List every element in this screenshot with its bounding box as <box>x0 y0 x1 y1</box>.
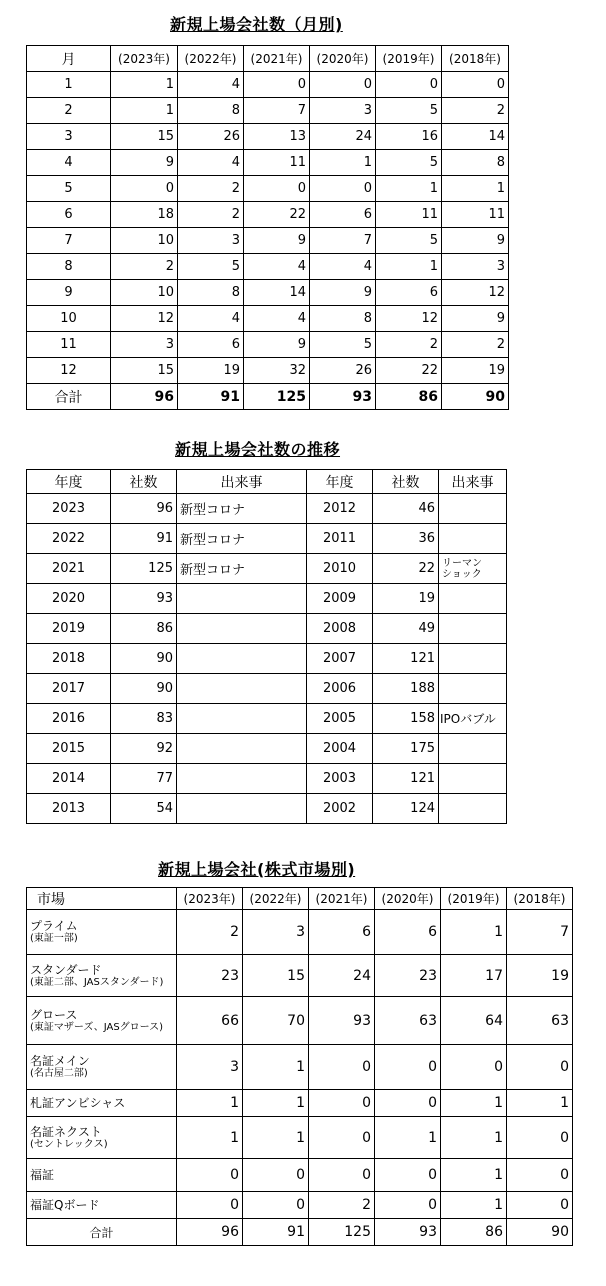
count-cell: 93 <box>111 584 177 614</box>
year-cell: 2003 <box>307 764 373 794</box>
column-header: (2021年) <box>244 46 310 72</box>
count-cell: 1 <box>441 1117 507 1159</box>
count-cell: 1 <box>243 1045 309 1090</box>
total-cell: 90 <box>507 1219 573 1246</box>
count-cell: 0 <box>244 176 310 202</box>
event-cell <box>439 734 507 764</box>
month-cell: 1 <box>27 72 111 98</box>
market-cell <box>27 910 177 955</box>
table-row <box>27 176 509 202</box>
count-cell: 3 <box>177 1045 243 1090</box>
count-cell: 3 <box>310 98 376 124</box>
month-cell: 4 <box>27 150 111 176</box>
market-title: 新規上場会社(株式市場別) <box>158 860 356 879</box>
month-cell: 3 <box>27 124 111 150</box>
count-cell: 125 <box>111 554 177 584</box>
event-cell <box>177 704 307 734</box>
count-cell: 54 <box>111 794 177 824</box>
count-cell: 5 <box>178 254 244 280</box>
column-header: 出来事 <box>439 470 507 494</box>
count-cell: 90 <box>111 644 177 674</box>
count-cell: 36 <box>373 524 439 554</box>
total-cell: 90 <box>442 384 509 410</box>
count-cell: 1 <box>177 1117 243 1159</box>
table-header-row <box>27 888 573 910</box>
table-row <box>27 228 509 254</box>
count-cell: 46 <box>373 494 439 524</box>
market-note: (セントレックス) <box>30 1138 108 1150</box>
count-cell: 0 <box>309 1159 375 1192</box>
count-cell: 19 <box>373 584 439 614</box>
count-cell: 0 <box>507 1192 573 1219</box>
count-cell: 1 <box>376 254 442 280</box>
count-cell: 121 <box>373 644 439 674</box>
count-cell: 23 <box>375 955 441 997</box>
count-cell: 4 <box>178 72 244 98</box>
total-cell: 125 <box>309 1219 375 1246</box>
count-cell: 63 <box>507 997 573 1045</box>
count-cell: 7 <box>310 228 376 254</box>
count-cell: 1 <box>376 176 442 202</box>
year-cell: 2007 <box>307 644 373 674</box>
table-row <box>27 1159 573 1192</box>
count-cell: 0 <box>375 1192 441 1219</box>
count-cell: 9 <box>244 228 310 254</box>
count-cell: 1 <box>442 176 509 202</box>
count-cell: 0 <box>507 1045 573 1090</box>
count-cell: 8 <box>310 306 376 332</box>
count-cell: 3 <box>178 228 244 254</box>
count-cell: 15 <box>111 358 178 384</box>
event-cell <box>177 674 307 704</box>
count-cell: 5 <box>310 332 376 358</box>
event-cell <box>177 614 307 644</box>
count-cell: 1 <box>310 150 376 176</box>
count-cell: 9 <box>442 306 509 332</box>
count-cell: 1 <box>441 910 507 955</box>
event-cell <box>439 614 507 644</box>
table-row <box>27 358 509 384</box>
total-cell: 96 <box>111 384 178 410</box>
column-header: (2022年) <box>178 46 244 72</box>
column-header: (2020年) <box>375 888 441 910</box>
count-cell: 17 <box>441 955 507 997</box>
column-header: (2022年) <box>243 888 309 910</box>
count-cell: 8 <box>178 98 244 124</box>
annual-trend-table <box>26 469 507 824</box>
event-cell <box>177 764 307 794</box>
total-cell: 93 <box>310 384 376 410</box>
count-cell: 6 <box>376 280 442 306</box>
year-cell: 2011 <box>307 524 373 554</box>
count-cell: 6 <box>178 332 244 358</box>
count-cell: 10 <box>111 228 178 254</box>
count-cell: 124 <box>373 794 439 824</box>
count-cell: 66 <box>177 997 243 1045</box>
table-row <box>27 1192 573 1219</box>
table-row <box>27 764 507 794</box>
month-cell: 5 <box>27 176 111 202</box>
count-cell: 188 <box>373 674 439 704</box>
total-label: 合計 <box>27 384 111 410</box>
count-cell: 2 <box>111 254 178 280</box>
event-cell <box>439 494 507 524</box>
count-cell: 77 <box>111 764 177 794</box>
market-name: 札証アンビシャス <box>30 1096 126 1110</box>
count-cell: 0 <box>507 1159 573 1192</box>
count-cell: 1 <box>441 1192 507 1219</box>
column-header: (2020年) <box>310 46 376 72</box>
count-cell: 96 <box>111 494 177 524</box>
count-cell: 2 <box>309 1192 375 1219</box>
monthly-title: 新規上場会社数（月別) <box>170 15 343 34</box>
monthly-listings-table <box>26 45 509 410</box>
column-header: (2019年) <box>376 46 442 72</box>
year-cell: 2018 <box>27 644 111 674</box>
month-cell: 10 <box>27 306 111 332</box>
count-cell: 0 <box>310 176 376 202</box>
event-cell: 新型コロナ <box>177 554 307 584</box>
event-cell <box>439 674 507 704</box>
market-cell <box>27 1045 177 1090</box>
market-name: 名証メイン <box>30 1054 90 1068</box>
count-cell: 121 <box>373 764 439 794</box>
count-cell: 7 <box>507 910 573 955</box>
count-cell: 10 <box>111 280 178 306</box>
market-name: 福証Qボード <box>30 1198 100 1212</box>
count-cell: 1 <box>375 1117 441 1159</box>
count-cell: 6 <box>309 910 375 955</box>
event-cell <box>439 524 507 554</box>
count-cell: 9 <box>244 332 310 358</box>
year-cell: 2023 <box>27 494 111 524</box>
event-cell <box>177 794 307 824</box>
column-header: 社数 <box>111 470 177 494</box>
column-header: 出来事 <box>177 470 307 494</box>
count-cell: 19 <box>442 358 509 384</box>
table-row <box>27 280 509 306</box>
month-cell: 6 <box>27 202 111 228</box>
count-cell: 7 <box>244 98 310 124</box>
count-cell: 83 <box>111 704 177 734</box>
column-header: 年度 <box>307 470 373 494</box>
count-cell: 91 <box>111 524 177 554</box>
column-header: (2023年) <box>177 888 243 910</box>
count-cell: 22 <box>373 554 439 584</box>
column-header: 年度 <box>27 470 111 494</box>
market-name: スタンダード <box>30 962 102 977</box>
table-row <box>27 910 573 955</box>
column-header: 社数 <box>373 470 439 494</box>
column-header: (2019年) <box>441 888 507 910</box>
total-cell: 91 <box>243 1219 309 1246</box>
count-cell: 4 <box>310 254 376 280</box>
count-cell: 11 <box>376 202 442 228</box>
year-cell: 2020 <box>27 584 111 614</box>
count-cell: 6 <box>310 202 376 228</box>
count-cell: 2 <box>178 202 244 228</box>
year-cell: 2005 <box>307 704 373 734</box>
count-cell: 22 <box>376 358 442 384</box>
market-cell <box>27 955 177 997</box>
table-row <box>27 494 507 524</box>
count-cell: 0 <box>244 72 310 98</box>
count-cell: 9 <box>111 150 178 176</box>
table-row <box>27 554 507 584</box>
event-cell: 新型コロナ <box>177 524 307 554</box>
count-cell: 0 <box>507 1117 573 1159</box>
count-cell: 90 <box>111 674 177 704</box>
year-cell: 2008 <box>307 614 373 644</box>
count-cell: 1 <box>177 1090 243 1117</box>
table-row <box>27 98 509 124</box>
total-cell: 86 <box>376 384 442 410</box>
count-cell: 1 <box>507 1090 573 1117</box>
count-cell: 1 <box>111 98 178 124</box>
total-row <box>27 1219 573 1246</box>
count-cell: 4 <box>178 306 244 332</box>
count-cell: 0 <box>442 72 509 98</box>
table-row <box>27 674 507 704</box>
column-header: 月 <box>27 46 111 72</box>
market-cell <box>27 1090 177 1117</box>
count-cell: 93 <box>309 997 375 1045</box>
count-cell: 0 <box>177 1192 243 1219</box>
count-cell: 92 <box>111 734 177 764</box>
market-cell <box>27 1159 177 1192</box>
count-cell: 0 <box>309 1117 375 1159</box>
count-cell: 1 <box>441 1090 507 1117</box>
table-row <box>27 124 509 150</box>
count-cell: 15 <box>243 955 309 997</box>
count-cell: 26 <box>178 124 244 150</box>
count-cell: 12 <box>111 306 178 332</box>
table-row <box>27 1117 573 1159</box>
table-row <box>27 306 509 332</box>
total-row <box>27 384 509 410</box>
year-cell: 2019 <box>27 614 111 644</box>
year-cell: 2022 <box>27 524 111 554</box>
count-cell: 0 <box>177 1159 243 1192</box>
year-cell: 2009 <box>307 584 373 614</box>
column-header: (2018年) <box>442 46 509 72</box>
total-cell: 86 <box>441 1219 507 1246</box>
year-cell: 2002 <box>307 794 373 824</box>
table-row <box>27 734 507 764</box>
event-cell <box>439 764 507 794</box>
year-cell: 2010 <box>307 554 373 584</box>
month-cell: 9 <box>27 280 111 306</box>
count-cell: 15 <box>111 124 178 150</box>
count-cell: 0 <box>243 1192 309 1219</box>
column-header: (2023年) <box>111 46 178 72</box>
count-cell: 64 <box>441 997 507 1045</box>
month-cell: 2 <box>27 98 111 124</box>
year-cell: 2006 <box>307 674 373 704</box>
market-cell <box>27 1192 177 1219</box>
count-cell: 5 <box>376 98 442 124</box>
count-cell: 3 <box>111 332 178 358</box>
event-cell <box>177 584 307 614</box>
count-cell: 0 <box>111 176 178 202</box>
count-cell: 14 <box>244 280 310 306</box>
count-cell: 5 <box>376 150 442 176</box>
total-cell: 91 <box>178 384 244 410</box>
count-cell: 0 <box>375 1159 441 1192</box>
market-name: 名証ネクスト <box>30 1124 102 1139</box>
count-cell: 1 <box>441 1159 507 1192</box>
month-cell: 7 <box>27 228 111 254</box>
table-row <box>27 794 507 824</box>
table-row <box>27 1045 573 1090</box>
total-label: 合計 <box>27 1219 177 1246</box>
total-cell: 96 <box>177 1219 243 1246</box>
table-row <box>27 202 509 228</box>
event-cell <box>439 584 507 614</box>
count-cell: 16 <box>376 124 442 150</box>
count-cell: 1 <box>243 1090 309 1117</box>
market-note: (名古屋二部) <box>30 1068 88 1079</box>
count-cell: 4 <box>244 306 310 332</box>
count-cell: 49 <box>373 614 439 644</box>
table-row <box>27 150 509 176</box>
total-cell: 93 <box>375 1219 441 1246</box>
count-cell: 26 <box>310 358 376 384</box>
year-cell: 2013 <box>27 794 111 824</box>
count-cell: 0 <box>309 1090 375 1117</box>
year-cell: 2021 <box>27 554 111 584</box>
count-cell: 0 <box>243 1159 309 1192</box>
year-cell: 2016 <box>27 704 111 734</box>
count-cell: 9 <box>442 228 509 254</box>
count-cell: 4 <box>244 254 310 280</box>
table-row <box>27 644 507 674</box>
count-cell: 1 <box>243 1117 309 1159</box>
column-header: (2018年) <box>507 888 573 910</box>
table-row <box>27 997 573 1045</box>
count-cell: 24 <box>309 955 375 997</box>
table-row <box>27 1090 573 1117</box>
market-note: (東証二部、JASスタンダード) <box>30 976 164 988</box>
count-cell: 158 <box>373 704 439 734</box>
count-cell: 0 <box>441 1045 507 1090</box>
market-name: 福証 <box>30 1168 55 1182</box>
count-cell: 4 <box>178 150 244 176</box>
count-cell: 22 <box>244 202 310 228</box>
month-cell: 8 <box>27 254 111 280</box>
count-cell: 86 <box>111 614 177 644</box>
market-note: (東証一部) <box>30 933 78 944</box>
count-cell: 14 <box>442 124 509 150</box>
table-row <box>27 72 509 98</box>
count-cell: 3 <box>243 910 309 955</box>
count-cell: 2 <box>177 910 243 955</box>
count-cell: 18 <box>111 202 178 228</box>
market-cell <box>27 997 177 1045</box>
table-row <box>27 955 573 997</box>
count-cell: 11 <box>442 202 509 228</box>
count-cell: 9 <box>310 280 376 306</box>
event-cell: IPOバブル <box>439 704 507 734</box>
count-cell: 0 <box>375 1090 441 1117</box>
market-note: (東証マザーズ、JASグロース) <box>30 1021 164 1033</box>
count-cell: 24 <box>310 124 376 150</box>
month-cell: 12 <box>27 358 111 384</box>
market-cell <box>27 1117 177 1159</box>
count-cell: 0 <box>375 1045 441 1090</box>
table-row <box>27 614 507 644</box>
year-cell: 2004 <box>307 734 373 764</box>
count-cell: 6 <box>375 910 441 955</box>
count-cell: 0 <box>309 1045 375 1090</box>
count-cell: 13 <box>244 124 310 150</box>
event-cell <box>439 644 507 674</box>
count-cell: 19 <box>507 955 573 997</box>
event-cell <box>177 644 307 674</box>
year-cell: 2015 <box>27 734 111 764</box>
table-header-row <box>27 470 507 494</box>
count-cell: 8 <box>178 280 244 306</box>
month-cell: 11 <box>27 332 111 358</box>
count-cell: 2 <box>178 176 244 202</box>
count-cell: 175 <box>373 734 439 764</box>
market-name: プライム <box>30 919 78 933</box>
table-row <box>27 584 507 614</box>
market-name: グロース <box>30 1007 78 1022</box>
table-row <box>27 254 509 280</box>
count-cell: 3 <box>442 254 509 280</box>
column-header: (2021年) <box>309 888 375 910</box>
count-cell: 2 <box>442 332 509 358</box>
column-header: 市場 <box>27 888 177 910</box>
trend-title: 新規上場会社数の推移 <box>175 440 341 459</box>
event-cell: 新型コロナ <box>177 494 307 524</box>
count-cell: 23 <box>177 955 243 997</box>
market-listings-table <box>26 887 573 1246</box>
year-cell: 2012 <box>307 494 373 524</box>
count-cell: 70 <box>243 997 309 1045</box>
table-row <box>27 524 507 554</box>
count-cell: 32 <box>244 358 310 384</box>
event-cell: リーマン ショック <box>439 554 507 584</box>
count-cell: 0 <box>310 72 376 98</box>
count-cell: 63 <box>375 997 441 1045</box>
year-cell: 2017 <box>27 674 111 704</box>
table-header-row <box>27 46 509 72</box>
count-cell: 5 <box>376 228 442 254</box>
event-cell <box>177 734 307 764</box>
count-cell: 19 <box>178 358 244 384</box>
count-cell: 8 <box>442 150 509 176</box>
event-cell <box>439 794 507 824</box>
total-cell: 125 <box>244 384 310 410</box>
count-cell: 11 <box>244 150 310 176</box>
table-row <box>27 332 509 358</box>
count-cell: 2 <box>376 332 442 358</box>
year-cell: 2014 <box>27 764 111 794</box>
count-cell: 1 <box>111 72 178 98</box>
count-cell: 12 <box>376 306 442 332</box>
table-row <box>27 704 507 734</box>
count-cell: 2 <box>442 98 509 124</box>
count-cell: 12 <box>442 280 509 306</box>
count-cell: 0 <box>376 72 442 98</box>
